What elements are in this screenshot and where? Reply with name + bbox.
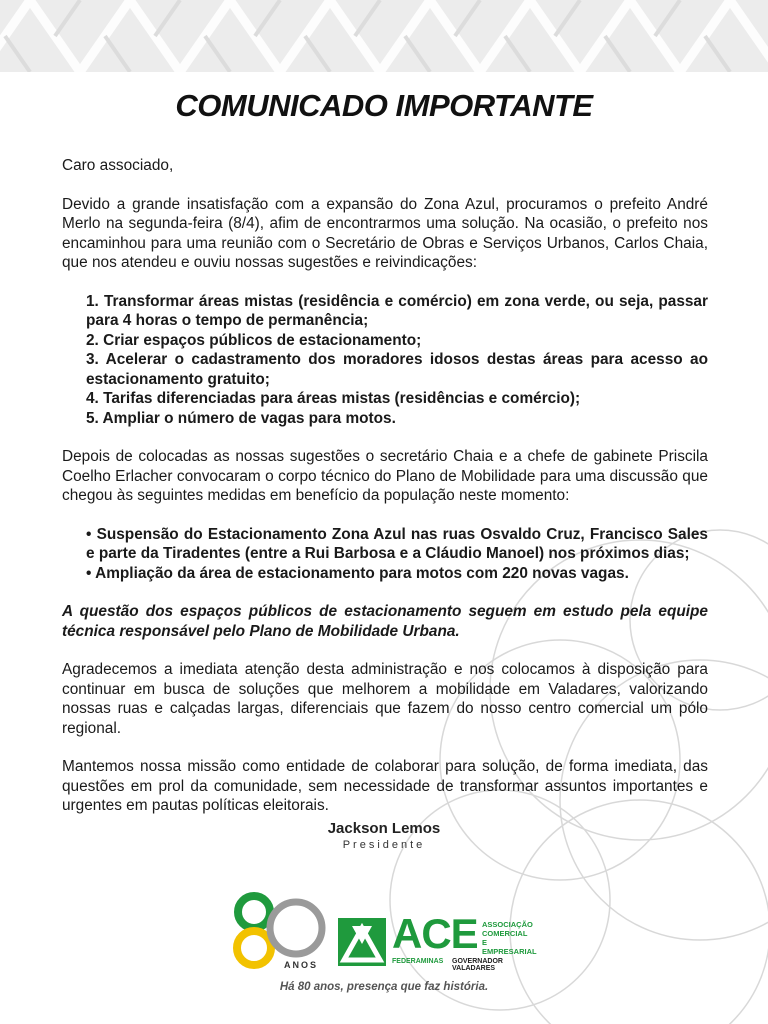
list-item: • Ampliação da área de estacionamento para motos com 220 novas vagas. <box>86 564 629 582</box>
emphasis-note: A questão dos espaços públicos de estacionamento seguem em estudo pela equipe técnica responsável pelo Plano de Mobilidade Urbana. <box>62 603 708 640</box>
ace-logo <box>338 910 538 972</box>
signature-role: Presidente <box>342 839 426 851</box>
greeting: Caro associado, <box>62 157 174 174</box>
list-item: 5. Ampliar o número de vagas para motos. <box>86 409 396 427</box>
list-item: 2. Criar espaços públicos de estacionamento; <box>86 331 422 349</box>
list-item: • Suspensão do Estacionamento Zona Azul nas ruas Osvaldo Cruz, Francisco Sales e parte da Tiradentes (entre a Rui Barbosa e a Cláudio Manoel) nos próximos dias; <box>86 525 708 562</box>
ace-emblem-icon <box>338 918 386 966</box>
header-pattern <box>0 0 768 72</box>
ace-federation: FEDERAMINAS <box>392 958 444 965</box>
paragraph-thanks: Agradecemos a imediata atenção desta administração e nos colocamos à disposição para continuar em busca de soluções que melhorem a mobilidade em Valadares, valorizando nossas ruas e calçadas largas, diferenciais que fazem do nosso centro comercial um pólo regional. <box>62 661 708 737</box>
ace-sub-line: ASSOCIAÇÃO <box>482 920 533 929</box>
paragraph-intro: Devido a grande insatisfação com a expansão do Zona Azul, procuramos o prefeito André Merlo na segunda-feira (8/4), afim de encontrarmos uma solução. Na ocasião, o prefeito nos encaminhou para uma reunião com o Secretário de Obras e Serviços Urbanos, Carlos Chaia, que nos atendeu e ouviu nossas sugestões e reivindicações: <box>62 195 708 271</box>
measures-list <box>86 525 708 584</box>
ace-name: ACE <box>392 910 478 957</box>
letter-body <box>62 156 708 816</box>
ace-sub-line: E EMPRESARIAL <box>482 938 537 956</box>
list-item: 4. Tarifas diferenciadas para áreas mistas (residências e comércio); <box>86 390 581 407</box>
paragraph-mission: Mantemos nossa missão como entidade de colaborar para solução, de forma imediata, das questões em prol da comunidade, sem necessidade de transformar assuntos importantes e urgentes em pautas políticas eleitorais. <box>62 758 708 814</box>
ace-city: GOVERNADOR VALADARES <box>452 958 503 972</box>
signature-name: Jackson Lemos <box>327 820 441 837</box>
signature-block <box>0 820 768 851</box>
page-title: COMUNICADO IMPORTANTE <box>175 88 593 123</box>
list-item: 1. Transformar áreas mistas (residência e comércio) em zona verde, ou seja, passar para 4 horas o tempo de permanência; <box>86 292 708 329</box>
demands-list <box>86 292 708 429</box>
header-pattern-graphic <box>0 0 768 72</box>
slogan: Há 80 anos, presença que faz história. <box>279 981 489 993</box>
list-item: 3. Acelerar o cadastramento dos moradores idosos destas áreas para acesso ao estacionamento gratuito; <box>86 351 708 388</box>
paragraph-meeting: Depois de colocadas as nossas sugestões o secretário Chaia e a chefe de gabinete Priscila Coelho Erlacher convocaram o corpo técnico do Plano de Mobilidade para uma discussão que chegou às seguintes medidas em benefício da população neste momento: <box>62 448 708 504</box>
ace-sub-line: COMERCIAL <box>482 929 528 938</box>
anos-label: ANOS <box>284 960 319 970</box>
ace-subtitle <box>482 920 538 956</box>
